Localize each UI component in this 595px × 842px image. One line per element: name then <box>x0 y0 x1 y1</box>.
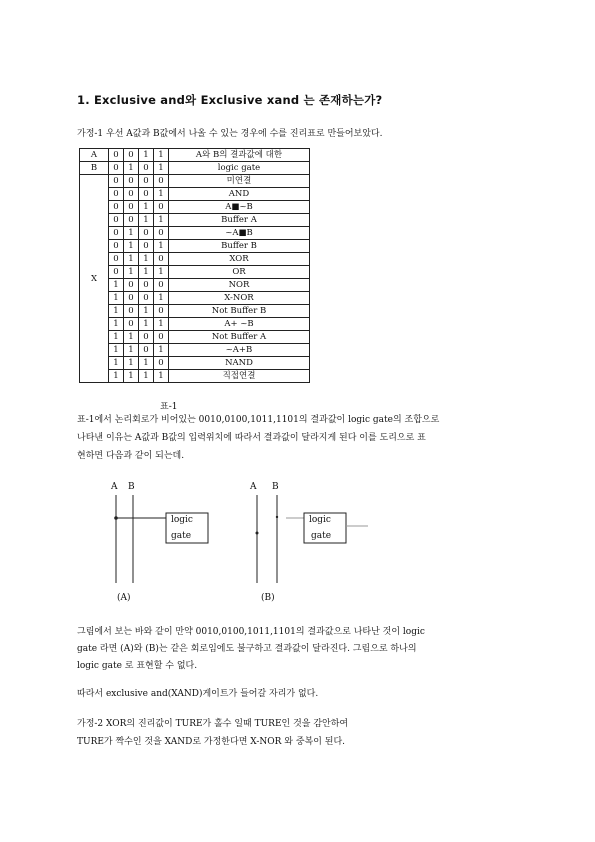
table-cell: 0 <box>154 253 169 266</box>
table-cell: 0 <box>124 305 139 318</box>
label-x: X <box>80 175 109 383</box>
table-cell: 0 <box>124 175 139 188</box>
table-cell: 1 <box>109 331 124 344</box>
gate-name: AND <box>169 188 310 201</box>
table-cell: 0 <box>124 214 139 227</box>
gate-name: A+ ~B <box>169 318 310 331</box>
table-cell: 0 <box>139 331 154 344</box>
gate-name: ~A+B <box>169 344 310 357</box>
table-cell: 0 <box>139 344 154 357</box>
gate-name: ~A■B <box>169 227 310 240</box>
table-cell: 1 <box>139 266 154 279</box>
gate-name: Buffer B <box>169 240 310 253</box>
table-cell: 1 <box>124 370 139 383</box>
hypothesis-2-line2: TURE가 짝수인 것을 XAND로 가정한다면 X-NOR 와 중복이 된다. <box>77 737 346 747</box>
gate-name: Buffer A <box>169 214 310 227</box>
gate-label-line1: logic <box>309 515 331 525</box>
table-cell: 0 <box>124 292 139 305</box>
paragraph-2-line2: gate 라면 (A)와 (B)는 같은 회로임에도 불구하고 결과값이 달라진다. 그림으로 하나의 <box>77 644 417 654</box>
circuit-a-caption: (A) <box>117 593 131 603</box>
gate-name: NAND <box>169 357 310 370</box>
table-cell: 1 <box>154 318 169 331</box>
gate-name: XOR <box>169 253 310 266</box>
table-cell: 1 <box>154 344 169 357</box>
table-cell: 0 <box>139 175 154 188</box>
table-cell: 1 <box>154 292 169 305</box>
table-cell: 0 <box>139 292 154 305</box>
gate-name: NOR <box>169 279 310 292</box>
table-cell: 1 <box>109 279 124 292</box>
table-cell: 1 <box>154 214 169 227</box>
junction-dot <box>256 532 259 535</box>
gate-name: X-NOR <box>169 292 310 305</box>
table-cell: 0 <box>154 201 169 214</box>
page-title: 1. Exclusive and와 Exclusive xand 는 존재하는가? <box>77 93 383 107</box>
table-cell: 1 <box>139 305 154 318</box>
table-cell: 1 <box>124 357 139 370</box>
result-header-line1: A와 B의 결과값에 대한 <box>169 149 310 162</box>
table-cell: 1 <box>139 201 154 214</box>
table-cell: 0 <box>154 331 169 344</box>
table-cell: 1 <box>139 214 154 227</box>
table-cell: 1 <box>139 357 154 370</box>
table-cell: 1 <box>139 149 154 162</box>
gate-label-line2: gate <box>311 531 332 541</box>
circuit-b <box>249 482 368 603</box>
table-cell: 0 <box>109 175 124 188</box>
gate-name: Not Buffer A <box>169 331 310 344</box>
gate-name: 미연결 <box>169 175 310 188</box>
paragraph-1-line1: 표-1에서 논리회로가 비어있는 0010,0100,1011,1101의 결과값이 logic gate의 조합으로 <box>77 415 440 425</box>
paragraph-1-line2: 나타낸 이유는 A값과 B값의 입력위치에 따라서 결과값이 달라지게 된다 이를 도리으로 표 <box>77 433 426 443</box>
table-cell: 0 <box>124 188 139 201</box>
table-cell: 1 <box>139 370 154 383</box>
table-cell: 1 <box>139 318 154 331</box>
gate-name: 직접연결 <box>169 370 310 383</box>
table-cell: 1 <box>154 240 169 253</box>
table-cell: 0 <box>109 149 124 162</box>
table-cell: 0 <box>154 357 169 370</box>
table-cell: 0 <box>124 279 139 292</box>
gate-name: A■~B <box>169 201 310 214</box>
table-cell: 1 <box>154 162 169 175</box>
table-cell: 0 <box>109 253 124 266</box>
table-cell: 1 <box>154 266 169 279</box>
table-cell: 0 <box>139 240 154 253</box>
junction-dot <box>276 516 278 518</box>
table-cell: 1 <box>154 370 169 383</box>
table-cell: 1 <box>109 357 124 370</box>
table-cell: 0 <box>109 162 124 175</box>
gate-name: OR <box>169 266 310 279</box>
table-cell: 1 <box>109 292 124 305</box>
circuit-a <box>110 482 208 603</box>
table-cell: 0 <box>109 201 124 214</box>
table-cell: 0 <box>109 227 124 240</box>
table-cell: 1 <box>109 344 124 357</box>
result-header-line2: logic gate <box>169 162 310 175</box>
table-cell: 1 <box>124 253 139 266</box>
table-cell: 1 <box>124 240 139 253</box>
table-cell: 0 <box>124 149 139 162</box>
table-cell: 0 <box>154 227 169 240</box>
label-b: B <box>80 162 109 175</box>
paragraph-2-line1: 그림에서 보는 바와 같이 만약 0010,0100,1011,1101의 결과값으로 나타난 것이 logic <box>77 627 425 637</box>
table-cell: 1 <box>139 253 154 266</box>
table-cell: 0 <box>124 318 139 331</box>
circuit-b-label-a: A <box>250 482 257 492</box>
circuit-b-caption: (B) <box>261 593 275 603</box>
table-caption: 표-1 <box>160 402 178 412</box>
table-cell: 1 <box>109 370 124 383</box>
table-cell: 0 <box>154 175 169 188</box>
hypothesis-1-intro: 가정-1 우선 A값과 B값에서 나올 수 있는 경우에 수를 진리표로 만들어보았다. <box>77 129 383 139</box>
table-cell: 0 <box>154 279 169 292</box>
table-cell: 1 <box>154 149 169 162</box>
paragraph-2-line3: logic gate 로 표현할 수 없다. <box>77 661 198 671</box>
table-cell: 1 <box>124 162 139 175</box>
junction-dot <box>114 516 118 520</box>
table-cell: 0 <box>139 279 154 292</box>
table-cell: 0 <box>109 188 124 201</box>
paragraph-1-line3: 현하면 다음과 같이 되는데. <box>77 451 185 461</box>
table-cell: 1 <box>124 331 139 344</box>
circuit-b-label-b: B <box>272 482 279 492</box>
table-cell: 0 <box>109 240 124 253</box>
table-cell: 0 <box>109 214 124 227</box>
table-cell: 0 <box>139 227 154 240</box>
gate-label-line2: gate <box>171 531 192 541</box>
hypothesis-2-line1: 가정-2 XOR의 진리값이 TURE가 홀수 일때 TURE인 것을 감안하여 <box>77 719 349 729</box>
table-cell: 0 <box>154 305 169 318</box>
table-cell: 0 <box>124 201 139 214</box>
circuit-a-label-b: B <box>128 482 135 492</box>
table-cell: 1 <box>154 188 169 201</box>
table-cell: 1 <box>124 227 139 240</box>
label-a: A <box>80 149 109 162</box>
table-cell: 0 <box>139 162 154 175</box>
table-cell: 1 <box>124 344 139 357</box>
table-cell: 0 <box>139 188 154 201</box>
table-cell: 1 <box>109 318 124 331</box>
circuit-a-label-a: A <box>111 482 118 492</box>
gate-name: Not Buffer B <box>169 305 310 318</box>
gate-label-line1: logic <box>171 515 193 525</box>
paragraph-3: 따라서 exclusive and(XAND)게이트가 들어갈 자리가 없다. <box>77 689 319 699</box>
table-cell: 1 <box>109 305 124 318</box>
table-cell: 0 <box>109 266 124 279</box>
table-cell: 1 <box>124 266 139 279</box>
